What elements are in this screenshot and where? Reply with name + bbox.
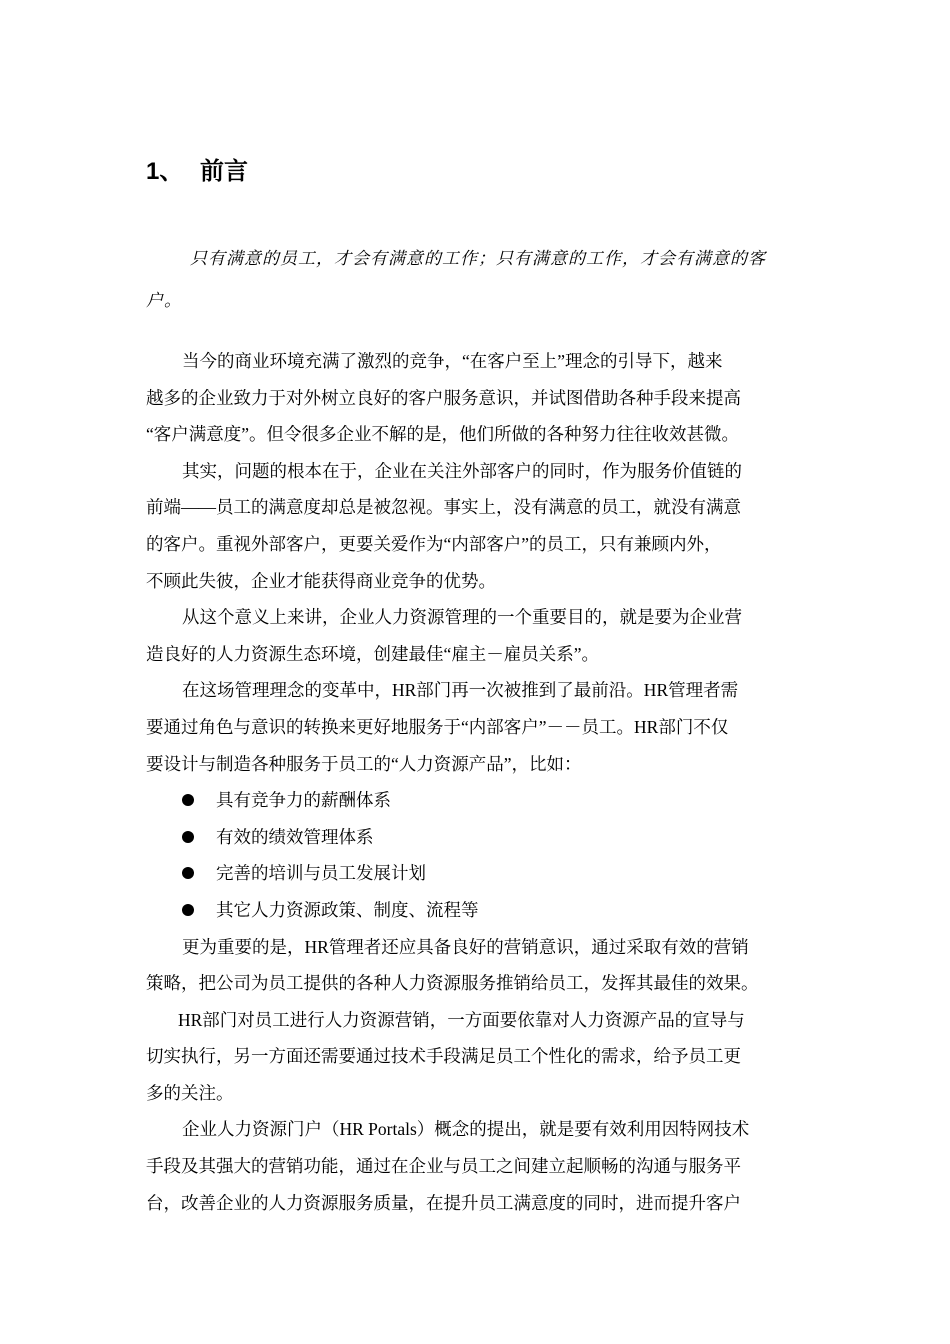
bullet-dot-icon (182, 831, 194, 843)
paragraph-line: 手段及其强大的营销功能，通过在企业与员工之间建立起顺畅的沟通与服务平 (146, 1156, 741, 1177)
paragraph-line: HR部门对员工进行人力资源营销，一方面要依靠对人力资源产品的宣导与 (178, 1009, 745, 1030)
paragraph-line: 前端——员工的满意度却总是被忽视。事实上，没有满意的员工，就没有满意 (146, 497, 741, 518)
quote-line: 户。 (146, 291, 182, 310)
paragraph-line: 切实执行，另一方面还需要通过技术手段满足员工个性化的需求，给予员工更 (146, 1046, 741, 1067)
paragraph-line: 在这场管理理念的变革中，HR部门再一次被推到了最前沿。HR管理者需 (182, 680, 739, 701)
paragraph-line: 更为重要的是，HR管理者还应具备良好的营销意识，通过采取有效的营销 (182, 936, 749, 957)
paragraph-line: 要设计与制造各种服务于员工的“人力资源产品”，比如： (146, 753, 582, 774)
section-number: 1、 (146, 158, 184, 185)
bullet-text: 有效的绩效管理体系 (216, 826, 374, 847)
bullet-item (146, 819, 810, 856)
bullet-item (146, 892, 810, 929)
bullet-text: 完善的培训与员工发展计划 (216, 863, 426, 884)
paragraph-line: 不顾此失彼，企业才能获得商业竞争的优势。 (146, 570, 496, 591)
paragraph-line: 的客户。重视外部客户，更要关爱作为“内部客户”的员工，只有兼顾内外， (146, 533, 722, 554)
quote-line: 只有满意的员工，才会有满意的工作；只有满意的工作，才会有满意的客 (190, 249, 766, 268)
bullet-item (146, 782, 810, 819)
paragraph-line: 其实，问题的根本在于，企业在关注外部客户的同时，作为服务价值链的 (182, 460, 742, 481)
body-text (146, 343, 810, 1221)
paragraph-line: 越多的企业致力于对外树立良好的客户服务意识，并试图借助各种手段来提高 (146, 387, 741, 408)
section-title: 前言 (200, 158, 248, 185)
paragraph-line: 策略，把公司为员工提供的各种人力资源服务推销给员工，发挥其最佳的效果。 (146, 973, 759, 994)
paragraph-line: 要通过角色与意识的转换来更好地服务于“内部客户”－－员工。HR部门不仅 (146, 716, 729, 737)
bullet-dot-icon (182, 794, 194, 806)
epigraph-quote (146, 238, 810, 322)
paragraph-line: 当今的商业环境充满了激烈的竞争，“在客户至上”理念的引导下，越来 (182, 351, 723, 371)
bullet-dot-icon (182, 904, 194, 916)
paragraph-line: 企业人力资源门户（HR Portals）概念的提出，就是要有效利用因特网技术 (182, 1119, 750, 1140)
bullet-item (146, 855, 810, 892)
bullet-text: 具有竞争力的薪酬体系 (216, 790, 391, 811)
section-heading (146, 155, 248, 189)
paragraph-line: 从这个意义上来讲，企业人力资源管理的一个重要目的，就是要为企业营 (182, 607, 742, 628)
bullet-dot-icon (182, 867, 194, 879)
paragraph-line: “客户满意度”。但令很多企业不解的是，他们所做的各种努力往往收效甚微。 (146, 424, 740, 445)
paragraph-line: 多的关注。 (146, 1082, 234, 1103)
paragraph-line: 台，改善企业的人力资源服务质量，在提升员工满意度的同时，进而提升客户 (146, 1192, 741, 1213)
bullet-text: 其它人力资源政策、制度、流程等 (216, 899, 479, 920)
paragraph-line: 造良好的人力资源生态环境，创建最佳“雇主－雇员关系”。 (146, 643, 600, 664)
